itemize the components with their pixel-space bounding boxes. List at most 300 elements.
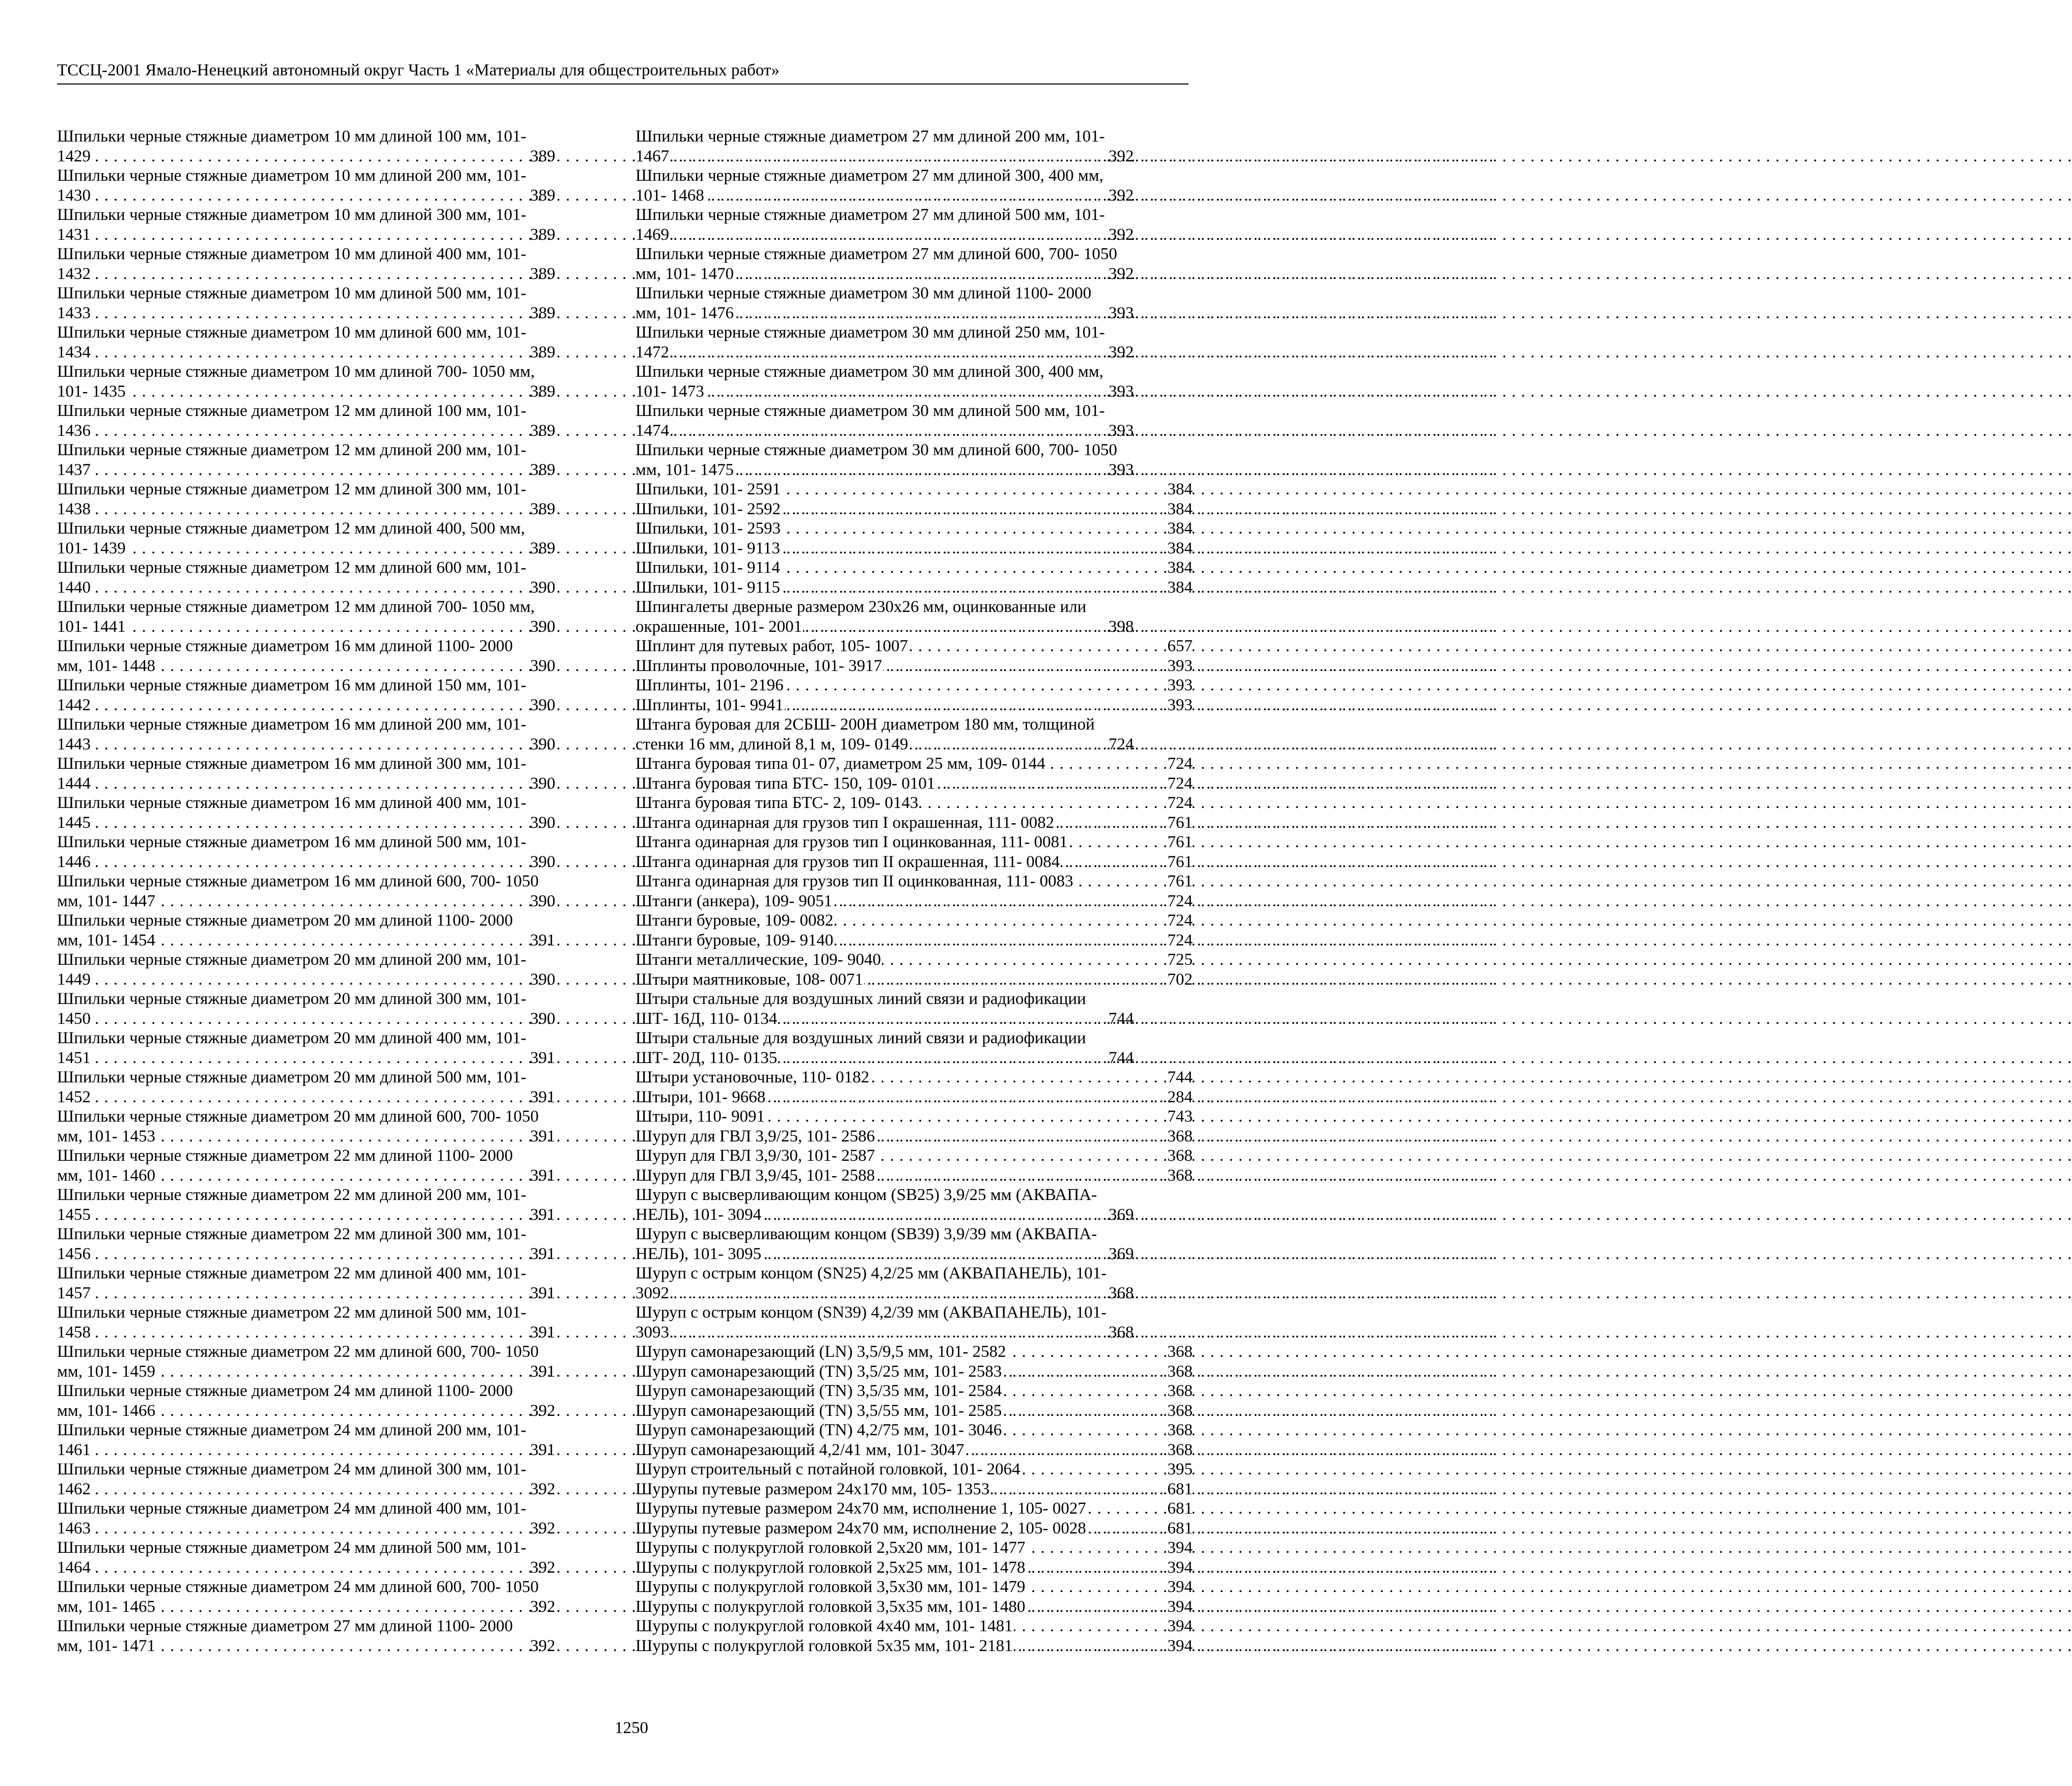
index-entry	[636, 1420, 1193, 1440]
index-entry	[57, 1224, 614, 1264]
entry-page-number: 368	[1167, 1440, 1193, 1459]
entry-code: 1444	[57, 774, 91, 793]
index-entry	[636, 931, 1193, 951]
entry-code: 1474	[636, 421, 669, 440]
entry-code: Штанга одинарная для грузов тип II окрашенная, 111- 0084	[636, 852, 1060, 871]
entry-text: Шпильки черные стяжные диаметром 24 мм длиной 300 мм, 101-	[57, 1460, 527, 1478]
index-entry	[57, 205, 614, 244]
entry-code: Штыри, 110- 9091	[636, 1107, 765, 1126]
entry-text: Шпильки черные стяжные диаметром 27 мм длиной 300, 400 мм,	[636, 166, 1103, 185]
entry-page-number: 393	[1167, 676, 1193, 694]
index-entry	[57, 127, 614, 166]
entry-text: Шпильки черные стяжные диаметром 27 мм длиной 600, 700- 1050	[636, 245, 1117, 263]
index-entry	[636, 950, 1193, 970]
entry-code: 1440	[57, 578, 91, 597]
entry-leader-line	[57, 1087, 614, 1107]
entry-code: Шуруп самонарезающий (TN) 3,5/55 мм, 101- 2585	[636, 1401, 1002, 1420]
index-entry	[636, 362, 1193, 401]
entry-text: Шпильки черные стяжные диаметром 27 мм длиной 1100- 2000	[57, 1617, 513, 1635]
entry-leader-line	[636, 1342, 1193, 1362]
entry-leader-line	[636, 891, 1193, 911]
entry-leader-line	[636, 852, 1193, 872]
index-entry	[57, 1499, 614, 1538]
entry-leader-line	[636, 1323, 1193, 1343]
entry-page-number: 390	[613, 695, 614, 715]
index-entry	[57, 1303, 614, 1342]
entry-page-number: 392	[613, 1636, 614, 1656]
entry-code: Шплинт для путевых работ, 105- 1007	[636, 637, 908, 655]
entry-leader-line	[57, 774, 614, 794]
index-entry	[636, 480, 1193, 499]
entry-code: 1442	[57, 695, 91, 714]
entry-page-number: 384	[1167, 519, 1193, 538]
entry-page-number: 369	[1192, 1244, 1193, 1264]
entry-page-number: 390	[613, 1009, 614, 1029]
entry-leader-line	[636, 636, 1193, 656]
index-entry	[636, 872, 1193, 891]
entry-code: мм, 101- 1454	[57, 931, 156, 950]
entry-code: Шпильки, 101- 9114	[636, 559, 780, 577]
entry-code: Шуруп для ГВЛ 3,9/30, 101- 2587	[636, 1147, 875, 1165]
entry-leader-line	[57, 1440, 614, 1460]
index-entry	[57, 793, 614, 832]
entry-page-number: 389	[613, 264, 614, 284]
index-column-left	[57, 127, 614, 1656]
entry-code: 1432	[57, 264, 91, 283]
entry-page-number: 391	[613, 1166, 614, 1186]
entry-text: Шпильки черные стяжные диаметром 30 мм длиной 1100- 2000	[636, 284, 1092, 302]
index-column-right	[636, 127, 1193, 1656]
entry-text: Шпильки черные стяжные диаметром 16 мм длиной 300 мм, 101-	[57, 755, 527, 773]
entry-page-number: 390	[613, 774, 614, 794]
entry-leader-line	[57, 813, 614, 833]
entry-leader-line	[57, 1283, 614, 1303]
index-entry	[636, 989, 1193, 1028]
entry-leader-line	[57, 970, 614, 990]
entry-code: 1455	[57, 1205, 91, 1224]
entry-code: НЕЛЬ), 101- 3094	[636, 1205, 762, 1224]
entry-leader-line	[636, 1244, 1193, 1264]
entry-code: Шплинты, 101- 2196	[636, 676, 784, 694]
entry-page-number: 391	[613, 1127, 614, 1147]
entry-page-number: 391	[613, 1362, 614, 1382]
entry-leader-line	[636, 1068, 1193, 1087]
entry-code: Штанга одинарная для грузов тип II оцинкованная, 111- 0083	[636, 872, 1073, 890]
entry-page-number: 392	[613, 1401, 614, 1421]
index-entry	[636, 636, 1193, 656]
entry-page-number: 391	[613, 1323, 614, 1343]
index-entry	[57, 166, 614, 205]
entry-code: 101- 1468	[636, 186, 704, 205]
entry-leader-line	[636, 480, 1193, 499]
entry-page-number: 384	[1167, 480, 1193, 498]
entry-leader-line	[636, 186, 1193, 206]
entry-text: Шпильки черные стяжные диаметром 16 мм длиной 150 мм, 101-	[57, 676, 527, 694]
entry-text: Шпильки черные стяжные диаметром 22 мм длиной 400 мм, 101-	[57, 1264, 527, 1282]
index-entry	[636, 832, 1193, 852]
entry-code: Шурупы с полукруглой головкой 2,5х25 мм, 101- 1478	[636, 1558, 1026, 1577]
entry-page-number: 389	[613, 186, 614, 206]
entry-text: Штыри стальные для воздушных линий связи и радиофикации	[636, 990, 1086, 1008]
entry-text: Штыри стальные для воздушных линий связи и радиофикации	[636, 1029, 1086, 1047]
entry-leader-line	[57, 264, 614, 284]
entry-leader-line	[57, 1480, 614, 1499]
entry-page-number: 724	[1167, 794, 1193, 812]
entry-code: 1456	[57, 1244, 91, 1263]
entry-page-number: 394	[1167, 1617, 1193, 1635]
index-entry	[57, 323, 614, 362]
index-entry	[636, 1146, 1193, 1166]
index-entry	[57, 1342, 614, 1381]
page-header	[57, 60, 1189, 85]
entry-text: Шпильки черные стяжные диаметром 24 мм длиной 1100- 2000	[57, 1382, 513, 1400]
entry-code: 1446	[57, 852, 91, 871]
index-entry	[57, 1538, 614, 1577]
entry-page-number: 394	[1167, 1597, 1193, 1616]
entry-text: Шпильки черные стяжные диаметром 30 мм длиной 300, 400 мм,	[636, 362, 1103, 381]
index-entry	[636, 1440, 1193, 1460]
entry-leader-line	[636, 1009, 1193, 1029]
index-entry	[636, 1577, 1193, 1597]
entry-code: Шпильки, 101- 9115	[636, 578, 780, 597]
entry-page-number: 368	[1167, 1166, 1193, 1185]
entry-text: Шпильки черные стяжные диаметром 12 мм длиной 600 мм, 101-	[57, 559, 527, 577]
entry-leader-line	[636, 1558, 1193, 1578]
index-entry	[636, 519, 1193, 539]
entry-text: Шпильки черные стяжные диаметром 16 мм длиной 500 мм, 101-	[57, 833, 527, 851]
entry-page-number: 761	[1167, 833, 1193, 851]
entry-page-number: 392	[1192, 186, 1193, 206]
entry-page-number: 390	[613, 813, 614, 833]
entry-page-number: 391	[613, 1244, 614, 1264]
entry-page-number: 394	[1167, 1578, 1193, 1596]
index-entry	[636, 911, 1193, 931]
entry-text: Шпильки черные стяжные диаметром 12 мм длиной 400, 500 мм,	[57, 519, 525, 538]
index-entry	[636, 499, 1193, 519]
index-entry	[57, 676, 614, 715]
entry-page-number: 681	[1167, 1480, 1193, 1498]
entry-leader-line	[636, 931, 1193, 951]
entry-leader-line	[636, 303, 1193, 323]
entry-code: Штыри установочные, 110- 0182	[636, 1068, 870, 1086]
index-entry	[57, 1460, 614, 1499]
entry-leader-line	[636, 911, 1193, 931]
index-entry	[57, 480, 614, 519]
entry-leader-line	[636, 1381, 1193, 1401]
entry-code: Шурупы путевые размером 24х70 мм, исполнение 1, 105- 0027	[636, 1499, 1086, 1518]
entry-page-number: 681	[1167, 1499, 1193, 1518]
entry-page-number: 394	[1167, 1558, 1193, 1577]
index-entry	[57, 597, 614, 636]
entry-leader-line	[636, 1577, 1193, 1597]
entry-page-number: 744	[1167, 1068, 1193, 1086]
entry-text: Шпильки черные стяжные диаметром 30 мм длиной 500 мм, 101-	[636, 402, 1105, 420]
entry-leader-line	[57, 1558, 614, 1578]
index-entry	[636, 1499, 1193, 1519]
entry-text: Шуруп с острым концом (SN39) 4,2/39 мм (АКВАПАНЕЛЬ), 101-	[636, 1303, 1107, 1322]
entry-code: Шуруп самонарезающий (TN) 4,2/75 мм, 101- 3046	[636, 1421, 1002, 1439]
entry-code: Шплинты проволочные, 101- 3917	[636, 656, 882, 675]
entry-code: мм, 101- 1459	[57, 1362, 156, 1381]
entry-text: Шуруп с острым концом (SN25) 4,2/25 мм (АКВАПАНЕЛЬ), 101-	[636, 1264, 1107, 1282]
entry-leader-line	[636, 1519, 1193, 1539]
entry-text: Шпильки черные стяжные диаметром 10 мм длиной 400 мм, 101-	[57, 245, 527, 263]
index-entry	[636, 1381, 1193, 1401]
index-entry	[57, 950, 614, 989]
entry-page-number: 393	[1167, 656, 1193, 675]
entry-text: Шпильки черные стяжные диаметром 27 мм длиной 200 мм, 101-	[636, 127, 1105, 146]
index-entry	[636, 656, 1193, 676]
entry-page-number: 744	[1192, 1048, 1193, 1068]
entry-leader-line	[636, 578, 1193, 598]
entry-leader-line	[636, 382, 1193, 402]
entry-page-number: 395	[1167, 1460, 1193, 1478]
entry-code: 1469	[636, 225, 669, 244]
entry-leader-line	[57, 1205, 614, 1225]
entry-text: Штанга буровая для 2СБШ- 200Н диаметром 180 мм, толщиной	[636, 715, 1095, 734]
entry-text: Шпильки черные стяжные диаметром 20 мм длиной 200 мм, 101-	[57, 951, 527, 969]
entry-page-number: 389	[613, 382, 614, 402]
entry-leader-line	[636, 1440, 1193, 1460]
entry-text: Шпильки черные стяжные диаметром 16 мм длиной 200 мм, 101-	[57, 715, 527, 734]
entry-leader-line	[636, 1048, 1193, 1068]
entry-code: мм, 101- 1471	[57, 1636, 156, 1655]
index-entry	[57, 362, 614, 401]
entry-leader-line	[636, 1420, 1193, 1440]
index-entry	[636, 1342, 1193, 1362]
entry-page-number: 392	[1192, 225, 1193, 245]
entry-text: Шпильки черные стяжные диаметром 10 мм длиной 500 мм, 101-	[57, 284, 527, 302]
entry-code: Шурупы с полукруглой головкой 5х35 мм, 101- 2181	[636, 1636, 1013, 1655]
entry-code: Шурупы с полукруглой головкой 3,5х35 мм, 101- 1480	[636, 1597, 1026, 1616]
index-entry	[57, 1068, 614, 1107]
entry-code: Шпильки, 101- 2591	[636, 480, 781, 498]
entry-text: Шпильки черные стяжные диаметром 10 мм длиной 100 мм, 101-	[57, 127, 527, 146]
entry-leader-line	[57, 343, 614, 362]
index-entry	[57, 1146, 614, 1185]
entry-code: 1430	[57, 186, 91, 205]
entry-page-number: 391	[613, 931, 614, 951]
entry-code: 101- 1435	[57, 382, 126, 401]
entry-page-number: 384	[1167, 539, 1193, 557]
index-entry	[57, 519, 614, 558]
entry-leader-line	[636, 872, 1193, 891]
index-entry	[636, 695, 1193, 715]
entry-leader-line	[57, 303, 614, 323]
entry-text: Шпильки черные стяжные диаметром 10 мм длиной 600 мм, 101-	[57, 323, 527, 342]
entry-text: Шпильки черные стяжные диаметром 20 мм длиной 600, 700- 1050	[57, 1107, 539, 1126]
entry-code: 1449	[57, 970, 91, 989]
entry-leader-line	[57, 1636, 614, 1656]
entry-page-number: 393	[1192, 421, 1193, 441]
entry-text: Шпильки черные стяжные диаметром 10 мм длиной 200 мм, 101-	[57, 166, 527, 185]
entry-text: Шпильки черные стяжные диаметром 24 мм длиной 200 мм, 101-	[57, 1421, 527, 1439]
entry-page-number: 368	[1167, 1382, 1193, 1400]
index-entry	[636, 539, 1193, 559]
entry-leader-line	[636, 774, 1193, 794]
entry-leader-line	[636, 1146, 1193, 1166]
entry-code: 1450	[57, 1009, 91, 1028]
entry-leader-line	[636, 1597, 1193, 1617]
entry-code: 1462	[57, 1480, 91, 1498]
entry-page-number: 390	[613, 617, 614, 637]
entry-code: мм, 101- 1448	[57, 656, 156, 675]
entry-text: Шпильки черные стяжные диаметром 10 мм длиной 300 мм, 101-	[57, 206, 527, 224]
entry-text: Шпильки черные стяжные диаметром 30 мм длиной 250 мм, 101-	[636, 323, 1105, 342]
entry-leader-line	[636, 970, 1193, 990]
entry-code: Шурупы с полукруглой головкой 2,5х20 мм, 101- 1477	[636, 1539, 1026, 1557]
entry-text: Шпильки черные стяжные диаметром 12 мм длиной 100 мм, 101-	[57, 402, 527, 420]
index-entry	[636, 1480, 1193, 1499]
entry-text: Шпильки черные стяжные диаметром 20 мм длиной 500 мм, 101-	[57, 1068, 527, 1086]
entry-leader-line	[57, 656, 614, 676]
index-entry	[57, 636, 614, 676]
entry-leader-line	[636, 676, 1193, 695]
entry-text: Шпильки черные стяжные диаметром 12 мм длиной 700- 1050 мм,	[57, 598, 535, 616]
entry-leader-line	[636, 950, 1193, 970]
entry-page-number: 393	[1167, 695, 1193, 714]
entry-page-number: 392	[1192, 147, 1193, 166]
entry-leader-line	[636, 421, 1193, 441]
entry-code: 1429	[57, 147, 91, 165]
entry-page-number: 368	[1167, 1401, 1193, 1420]
entry-code: 1436	[57, 421, 91, 440]
index-entry	[636, 1166, 1193, 1186]
entry-page-number: 398	[1192, 617, 1193, 637]
entry-leader-line	[57, 1244, 614, 1264]
entry-page-number: 761	[1167, 852, 1193, 871]
entry-page-number: 391	[613, 1087, 614, 1107]
entry-leader-line	[636, 832, 1193, 852]
entry-leader-line	[57, 617, 614, 637]
entry-text: Шпильки черные стяжные диаметром 30 мм длиной 600, 700- 1050	[636, 441, 1117, 459]
index-entry	[636, 676, 1193, 695]
index-entry	[636, 205, 1193, 244]
entry-code: Штанга буровая типа БТС- 150, 109- 0101	[636, 774, 935, 793]
index-entry	[636, 1224, 1193, 1264]
entry-page-number: 724	[1167, 931, 1193, 950]
entry-leader-line	[57, 931, 614, 951]
entry-leader-line	[636, 1480, 1193, 1499]
index-entry	[636, 558, 1193, 578]
entry-page-number: 389	[613, 421, 614, 441]
entry-code: мм, 101- 1460	[57, 1166, 156, 1185]
entry-leader-line	[636, 793, 1193, 813]
entry-text: Шпильки черные стяжные диаметром 24 мм длиной 500 мм, 101-	[57, 1539, 527, 1557]
entry-code: НЕЛЬ), 101- 3095	[636, 1244, 762, 1263]
entry-leader-line	[57, 1401, 614, 1421]
entry-leader-line	[57, 539, 614, 559]
entry-leader-line	[636, 754, 1193, 774]
index-entry	[636, 970, 1193, 990]
entry-leader-line	[636, 343, 1193, 362]
entry-text: Шпильки черные стяжные диаметром 22 мм длиной 500 мм, 101-	[57, 1303, 527, 1322]
entry-code: 1452	[57, 1087, 91, 1106]
index-entry	[636, 1303, 1193, 1342]
index-entry	[636, 440, 1193, 480]
entry-code: Шуруп самонарезающий (TN) 3,5/25 мм, 101- 2583	[636, 1362, 1002, 1381]
entry-page-number: 390	[613, 891, 614, 911]
index-entry	[636, 754, 1193, 774]
entry-page-number: 384	[1167, 559, 1193, 577]
index-entry	[57, 1616, 614, 1656]
entry-text: Шуруп с высверливающим концом (SB25) 3,9/25 мм (АКВАПА-	[636, 1186, 1097, 1204]
index-entry	[636, 1597, 1193, 1617]
entry-code: 101- 1439	[57, 539, 126, 557]
entry-page-number: 369	[1192, 1205, 1193, 1225]
entry-code: Шуруп строительный с потайной головкой, 101- 2064	[636, 1460, 1020, 1478]
index-entry	[57, 1577, 614, 1616]
entry-page-number: 392	[1192, 264, 1193, 284]
entry-page-number: 368	[1167, 1362, 1193, 1381]
entry-page-number: 724	[1167, 755, 1193, 773]
entry-leader-line	[57, 186, 614, 206]
entry-leader-line	[636, 1460, 1193, 1480]
index-entry	[57, 401, 614, 440]
entry-text: Шпильки черные стяжные диаметром 24 мм длиной 400 мм, 101-	[57, 1499, 527, 1518]
entry-text: Шпильки черные стяжные диаметром 20 мм длиной 300 мм, 101-	[57, 990, 527, 1008]
index-entry	[636, 1460, 1193, 1480]
entry-code: ШТ- 16Д, 110- 0134	[636, 1009, 778, 1028]
entry-leader-line	[57, 1166, 614, 1186]
entry-leader-line	[57, 1048, 614, 1068]
entry-page-number: 368	[1167, 1127, 1193, 1146]
index-entry	[636, 1616, 1193, 1636]
entry-page-number: 368	[1167, 1343, 1193, 1361]
entry-code: мм, 101- 1466	[57, 1401, 156, 1420]
entry-page-number: 761	[1167, 872, 1193, 890]
entry-page-number: 384	[1167, 499, 1193, 518]
entry-leader-line	[636, 695, 1193, 715]
entry-code: Штанги буровые, 109- 0082	[636, 911, 834, 930]
entry-code: 1451	[57, 1048, 91, 1067]
index-entry	[636, 852, 1193, 872]
entry-page-number: 389	[613, 460, 614, 480]
entry-text: Шпильки черные стяжные диаметром 22 мм длиной 1100- 2000	[57, 1147, 513, 1165]
entry-code: Шурупы путевые размером 24х170 мм, 105- 1353	[636, 1480, 990, 1498]
entry-code: Штанги (анкера), 109- 9051	[636, 891, 833, 910]
entry-code: Шуруп самонарезающий (TN) 3,5/35 мм, 101- 2584	[636, 1382, 1002, 1400]
entry-leader-line	[636, 1205, 1193, 1225]
entry-code: 1457	[57, 1283, 91, 1302]
entry-page-number: 390	[613, 970, 614, 990]
index-entry	[636, 1107, 1193, 1127]
entry-page-number: 391	[613, 1205, 614, 1225]
entry-leader-line	[636, 1087, 1193, 1107]
entry-code: Шуруп самонарезающий (LN) 3,5/9,5 мм, 101- 2582	[636, 1343, 1006, 1361]
entry-code: 101- 1473	[636, 382, 704, 401]
entry-code: Штыри маятниковые, 108- 0071	[636, 970, 864, 989]
entry-page-number: 389	[613, 499, 614, 519]
entry-page-number: 744	[1192, 1009, 1193, 1029]
entry-leader-line	[636, 264, 1193, 284]
page-number: 1250	[615, 1719, 648, 1737]
index-entry	[57, 440, 614, 480]
index-entry	[636, 1519, 1193, 1539]
entry-text: Шпильки черные стяжные диаметром 22 мм длиной 300 мм, 101-	[57, 1225, 527, 1243]
entry-leader-line	[57, 578, 614, 598]
entry-leader-line	[636, 558, 1193, 578]
entry-leader-line	[636, 735, 1193, 755]
entry-leader-line	[636, 617, 1193, 637]
entry-leader-line	[57, 1127, 614, 1147]
entry-code: 1458	[57, 1323, 91, 1342]
index-entry	[636, 323, 1193, 362]
entry-page-number: 284	[1167, 1087, 1193, 1106]
entry-leader-line	[636, 460, 1193, 480]
entry-code: Шуруп для ГВЛ 3,9/25, 101- 2586	[636, 1127, 875, 1146]
entry-leader-line	[57, 891, 614, 911]
